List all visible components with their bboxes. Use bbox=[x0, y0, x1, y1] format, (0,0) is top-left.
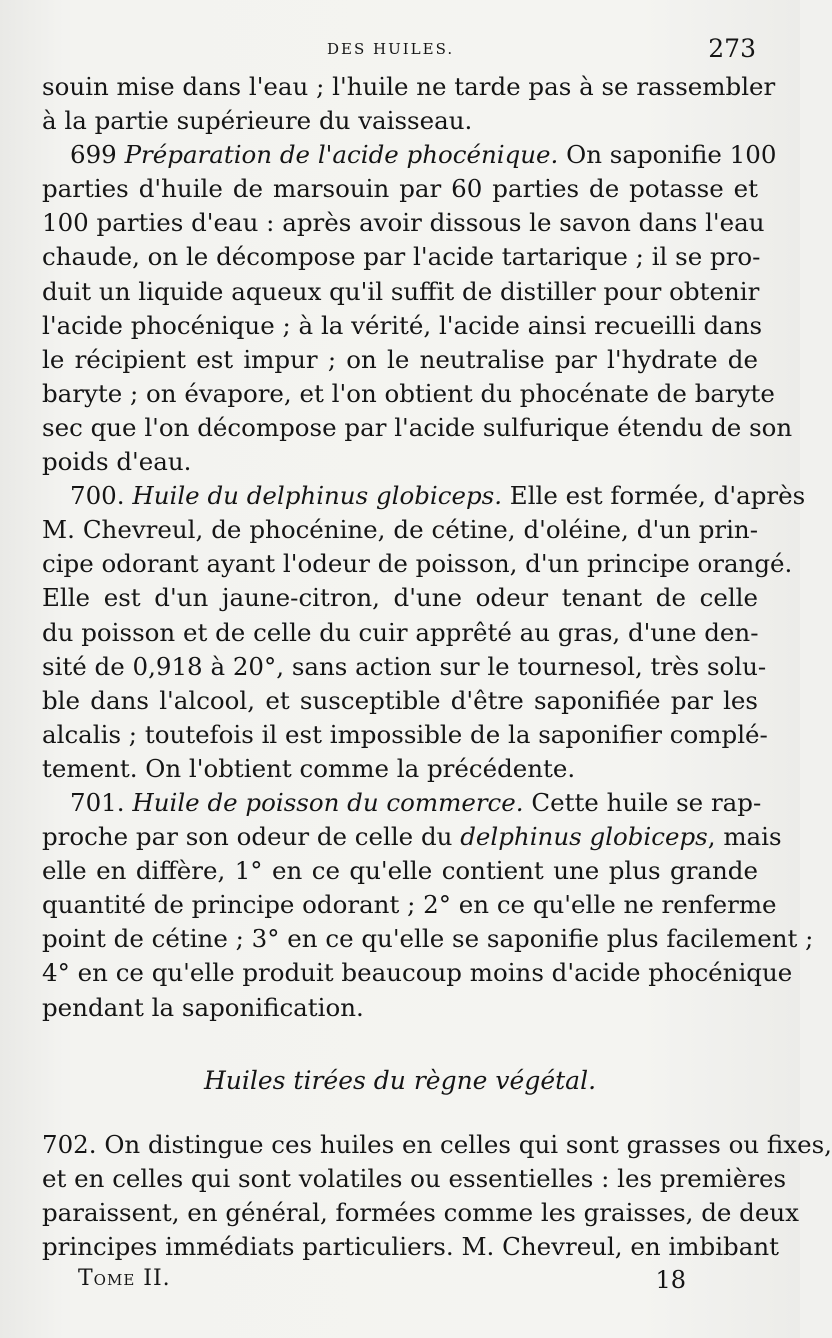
species-name: delphinus globiceps bbox=[460, 822, 708, 852]
text-line: à la partie supérieure du vaisseau. bbox=[42, 106, 473, 136]
paragraph-title: Préparation de l'acide phocénique. bbox=[124, 140, 559, 170]
text-line: pendant la saponification. bbox=[42, 992, 364, 1022]
text-line: du poisson et de celle du cuir apprêté au gras, d'une den- bbox=[42, 617, 759, 647]
text-line: duit un liquide aqueux qu'il suffit de distiller pour obtenir bbox=[42, 276, 760, 306]
text-line: parties d'huile de marsouin par 60 parties de potasse et bbox=[42, 174, 758, 204]
main-text bbox=[42, 70, 814, 1025]
running-title: DES HUILES. bbox=[327, 40, 455, 58]
text-line: principes immédiats particuliers. M. Chevreul, en imbibant bbox=[42, 1232, 779, 1262]
paragraph-number: 699 bbox=[70, 140, 117, 170]
text-span: Elle est formée, d'après bbox=[502, 481, 806, 511]
text-line: poids d'eau. bbox=[42, 447, 192, 477]
section-heading: Huiles tirées du règne végétal. bbox=[203, 1066, 597, 1095]
paragraph-number: 701. bbox=[70, 787, 125, 817]
paragraph-700-first-line bbox=[42, 479, 806, 513]
paragraph-title: Huile de poisson du commerce. bbox=[132, 787, 524, 817]
text-line: baryte ; on évapore, et l'on obtient du phocénate de baryte bbox=[42, 378, 775, 408]
text-line: cipe odorant ayant l'odeur de poisson, d'un principe orangé. bbox=[42, 549, 793, 579]
text-line: alcalis ; toutefois il est impossible de la saponifier complé- bbox=[42, 719, 768, 749]
paragraph-702 bbox=[42, 1128, 832, 1264]
text-line: et en celles qui sont volatiles ou essentielles : les premières bbox=[42, 1164, 787, 1194]
text-line: ble dans l'alcool, et susceptible d'être saponifiée par les bbox=[42, 685, 758, 715]
text-line: l'acide phocénique ; à la vérité, l'acide ainsi recueilli dans bbox=[42, 310, 763, 340]
page-header bbox=[42, 34, 758, 64]
text-span: , mais bbox=[707, 822, 782, 852]
text-line: 100 parties d'eau : après avoir dissous le savon dans l'eau bbox=[42, 208, 765, 238]
text-line: sec que l'on décompose par l'acide sulfurique étendu de son bbox=[42, 412, 793, 442]
paragraph-number: 700. bbox=[70, 481, 125, 511]
signature-mark: 18 bbox=[655, 1266, 686, 1294]
text-line: Elle est d'un jaune-citron, d'une odeur tenant de celle bbox=[42, 583, 758, 613]
text-line: tement. On l'obtient comme la précédente. bbox=[42, 753, 576, 783]
paragraph-699-first-line bbox=[42, 138, 777, 172]
text-line: quantité de principe odorant ; 2° en ce qu'elle ne renferme bbox=[42, 890, 777, 920]
volume-label: Tome II. bbox=[78, 1266, 171, 1291]
text-line: 4° en ce qu'elle produit beaucoup moins d'acide phocénique bbox=[42, 958, 793, 988]
text-line: paraissent, en général, formées comme les graisses, de deux bbox=[42, 1198, 799, 1228]
text-line: M. Chevreul, de phocénine, de cétine, d'oléine, d'un prin- bbox=[42, 515, 758, 545]
page-number: 273 bbox=[708, 34, 756, 63]
text-line: sité de 0,918 à 20°, sans action sur le tournesol, très solu- bbox=[42, 651, 767, 681]
text-span: On saponifie 100 bbox=[558, 140, 777, 170]
text-line bbox=[42, 820, 782, 854]
text-line: le récipient est impur ; on le neutralise par l'hydrate de bbox=[42, 344, 758, 374]
paragraph-title: Huile du delphinus globiceps. bbox=[132, 481, 503, 511]
text-span: proche par son odeur de celle du bbox=[42, 822, 461, 852]
text-line: chaude, on le décompose par l'acide tartarique ; il se pro- bbox=[42, 242, 761, 272]
page-footer bbox=[42, 1266, 758, 1300]
paragraph-701-first-line bbox=[42, 786, 762, 820]
text-line: elle en diffère, 1° en ce qu'elle contient une plus grande bbox=[42, 856, 758, 886]
text-line: point de cétine ; 3° en ce qu'elle se saponifie plus facilement ; bbox=[42, 924, 814, 954]
text-line: souin mise dans l'eau ; l'huile ne tarde pas à se rassembler bbox=[42, 72, 776, 101]
text-span: Cette huile se rap- bbox=[523, 787, 762, 817]
text-line: 702. On distingue ces huiles en celles qui sont grasses ou fixes, bbox=[42, 1130, 832, 1159]
